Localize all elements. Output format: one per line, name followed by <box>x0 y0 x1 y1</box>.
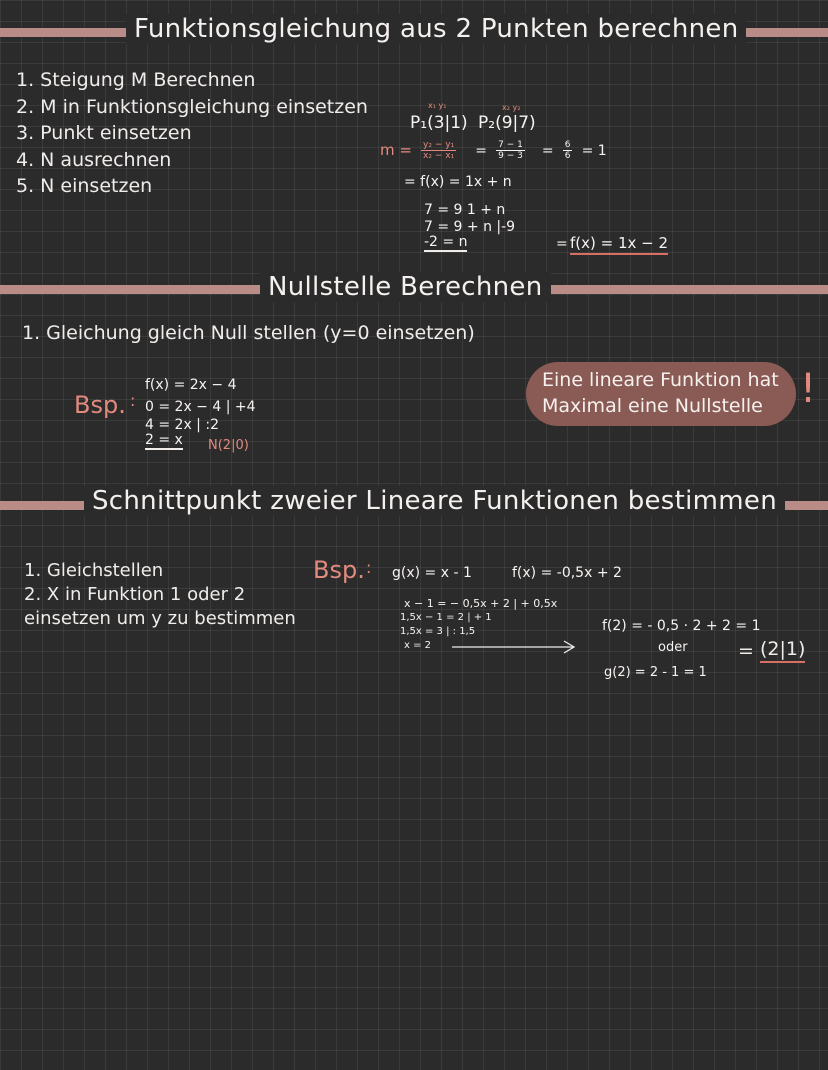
slope-simplified-numerator: 6 <box>564 140 571 150</box>
bsp-label-2: Bsp. <box>313 556 365 584</box>
schnitt-line-1: x − 1 = − 0,5x + 2 | + 0,5x <box>404 597 558 610</box>
point2-axis-labels: x₂ y₂ <box>502 103 521 112</box>
step-item: 1. Gleichstellen <box>24 560 164 581</box>
nullstelle-result: N(2|0) <box>208 438 249 453</box>
intersection-result: (2|1) <box>760 638 805 663</box>
step-item: 2. M in Funktionsgleichung einsetzen <box>16 95 368 118</box>
slope-formula-denominator: x₂ − x₁ <box>423 151 455 161</box>
schnitt-line-2: 1,5x − 1 = 2 | + 1 <box>400 612 492 623</box>
equals-sign: = <box>541 143 554 159</box>
slope-simplified <box>563 140 573 161</box>
note-line-2: Maximal eine Nullstelle <box>542 395 763 417</box>
schnitt-line-4: x = 2 <box>404 640 432 651</box>
bsp-colon: : <box>130 391 136 410</box>
n-result: -2 = n <box>424 234 468 250</box>
bsp-colon-2: : <box>366 558 372 577</box>
f-evaluation: f(2) = - 0,5 · 2 + 2 = 1 <box>602 618 761 634</box>
nullstelle-line-2: 0 = 2x − 4 | +4 <box>145 399 256 415</box>
function-template: = f(x) = 1x + n <box>404 174 512 190</box>
slope-result: = 1 <box>581 143 607 159</box>
intersection-prefix: = <box>738 640 754 662</box>
slope-simplified-denominator: 6 <box>564 151 571 161</box>
section-title-funktionsgleichung: Funktionsgleichung aus 2 Punkten berechnen <box>126 14 746 44</box>
step-item: 5. N einsetzen <box>16 175 153 197</box>
step-item: 1. Steigung M Berechnen <box>16 69 256 91</box>
calc-line-3: 7 = 9 + n |-9 <box>424 219 516 235</box>
g-function: g(x) = x - 1 <box>392 565 472 581</box>
step-list-1 <box>16 67 368 200</box>
slope-formula-numerator: y₂ − y₁ <box>423 140 455 150</box>
exclamation-icon: ! <box>800 366 817 412</box>
step-item: 2. X in Funktion 1 oder 2 <box>24 584 246 605</box>
slope-formula <box>421 140 456 161</box>
calc-line-2: 7 = 9 1 + n <box>424 202 506 218</box>
note-bubble <box>526 362 796 426</box>
slope-label: m = <box>380 141 412 159</box>
note-line-1: Eine lineare Funktion hat <box>542 369 779 391</box>
point1-axis-labels: x₁ y₁ <box>428 101 447 110</box>
section-title-schnittpunkt: Schnittpunkt zweier Lineare Funktionen bestimmen <box>84 486 785 516</box>
step-item: 3. Punkt einsetzen <box>16 122 192 144</box>
nullstelle-line-1: f(x) = 2x − 4 <box>145 377 237 393</box>
nullstelle-line-4: 2 = x <box>145 432 183 448</box>
step-item: 4. N ausrechnen <box>16 148 172 171</box>
slope-values-denominator: 9 − 3 <box>498 151 523 161</box>
bsp-label: Bsp. <box>74 391 126 419</box>
slope-calculation <box>380 140 607 161</box>
step-list-3 <box>24 559 296 631</box>
step-item: einsetzen um y zu bestimmen <box>24 608 296 629</box>
slope-values <box>496 140 525 161</box>
point2: P₂(9|7) <box>478 113 536 133</box>
final-function: f(x) = 1x − 2 <box>570 234 668 255</box>
equals-sign: = <box>475 143 488 159</box>
nullstelle-line-3: 4 = 2x | :2 <box>145 417 219 433</box>
section-title-nullstelle: Nullstelle Berechnen <box>260 272 551 302</box>
schnitt-line-3: 1,5x = 3 | : 1,5 <box>400 626 476 637</box>
final-result-prefix: = <box>556 236 568 252</box>
point1: P₁(3|1) <box>410 113 468 133</box>
arrow-icon <box>450 640 578 654</box>
nullstelle-step: 1. Gleichung gleich Null stellen (y=0 einsetzen) <box>22 322 475 344</box>
oder-text: oder <box>658 640 688 655</box>
g-evaluation: g(2) = 2 - 1 = 1 <box>604 665 707 680</box>
slope-values-numerator: 7 − 1 <box>498 140 523 150</box>
f-function: f(x) = -0,5x + 2 <box>512 565 622 581</box>
